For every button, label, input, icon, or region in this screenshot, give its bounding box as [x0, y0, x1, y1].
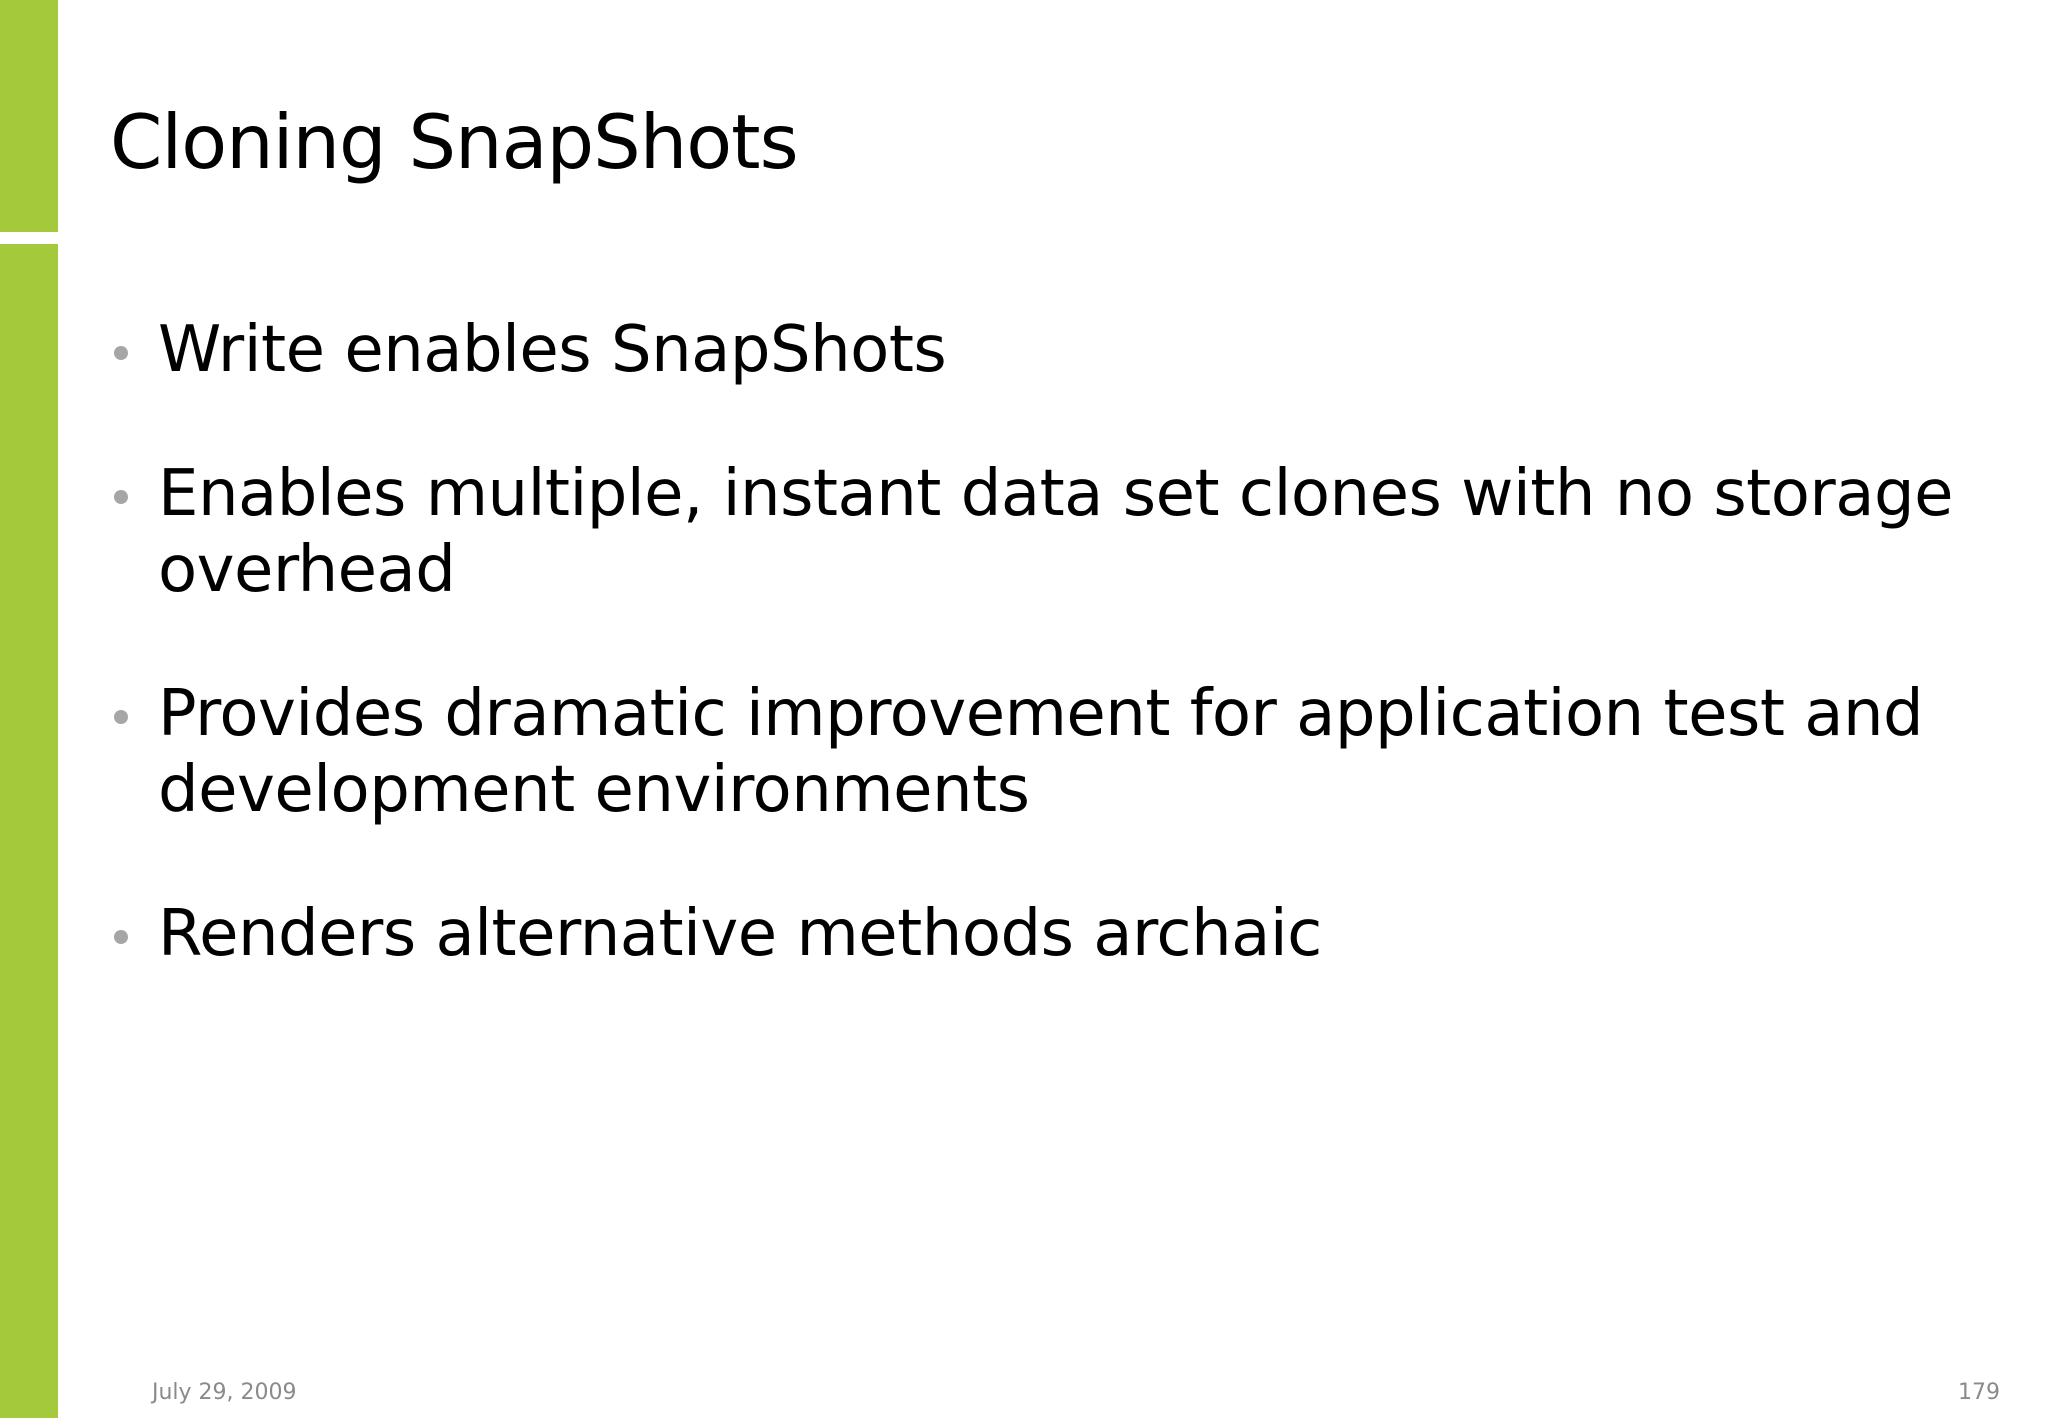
- bullet-dot-icon: [114, 710, 128, 724]
- bullet-dot-icon: [114, 930, 128, 944]
- footer-date: July 29, 2009: [152, 1380, 297, 1405]
- bullet-text: Renders alternative methods archaic: [158, 897, 1322, 971]
- bullet-item: [110, 896, 1970, 972]
- bullet-item: [110, 456, 1970, 608]
- bullet-dot-icon: [114, 346, 128, 360]
- bullet-dot-icon: [114, 490, 128, 504]
- bullet-text: Provides dramatic improvement for application test and development environments: [158, 677, 1924, 827]
- page-number: 179: [1958, 1380, 2000, 1405]
- accent-bar-top: [0, 0, 58, 232]
- bullet-text: Enables multiple, instant data set clones with no storage overhead: [158, 457, 1953, 607]
- bullet-item: [110, 676, 1970, 828]
- slide-title: Cloning SnapShots: [110, 98, 798, 186]
- bullet-item: [110, 312, 1970, 388]
- accent-bar-bottom: [0, 244, 58, 1418]
- bullet-text: Write enables SnapShots: [158, 313, 947, 387]
- bullet-list: [110, 312, 1970, 1040]
